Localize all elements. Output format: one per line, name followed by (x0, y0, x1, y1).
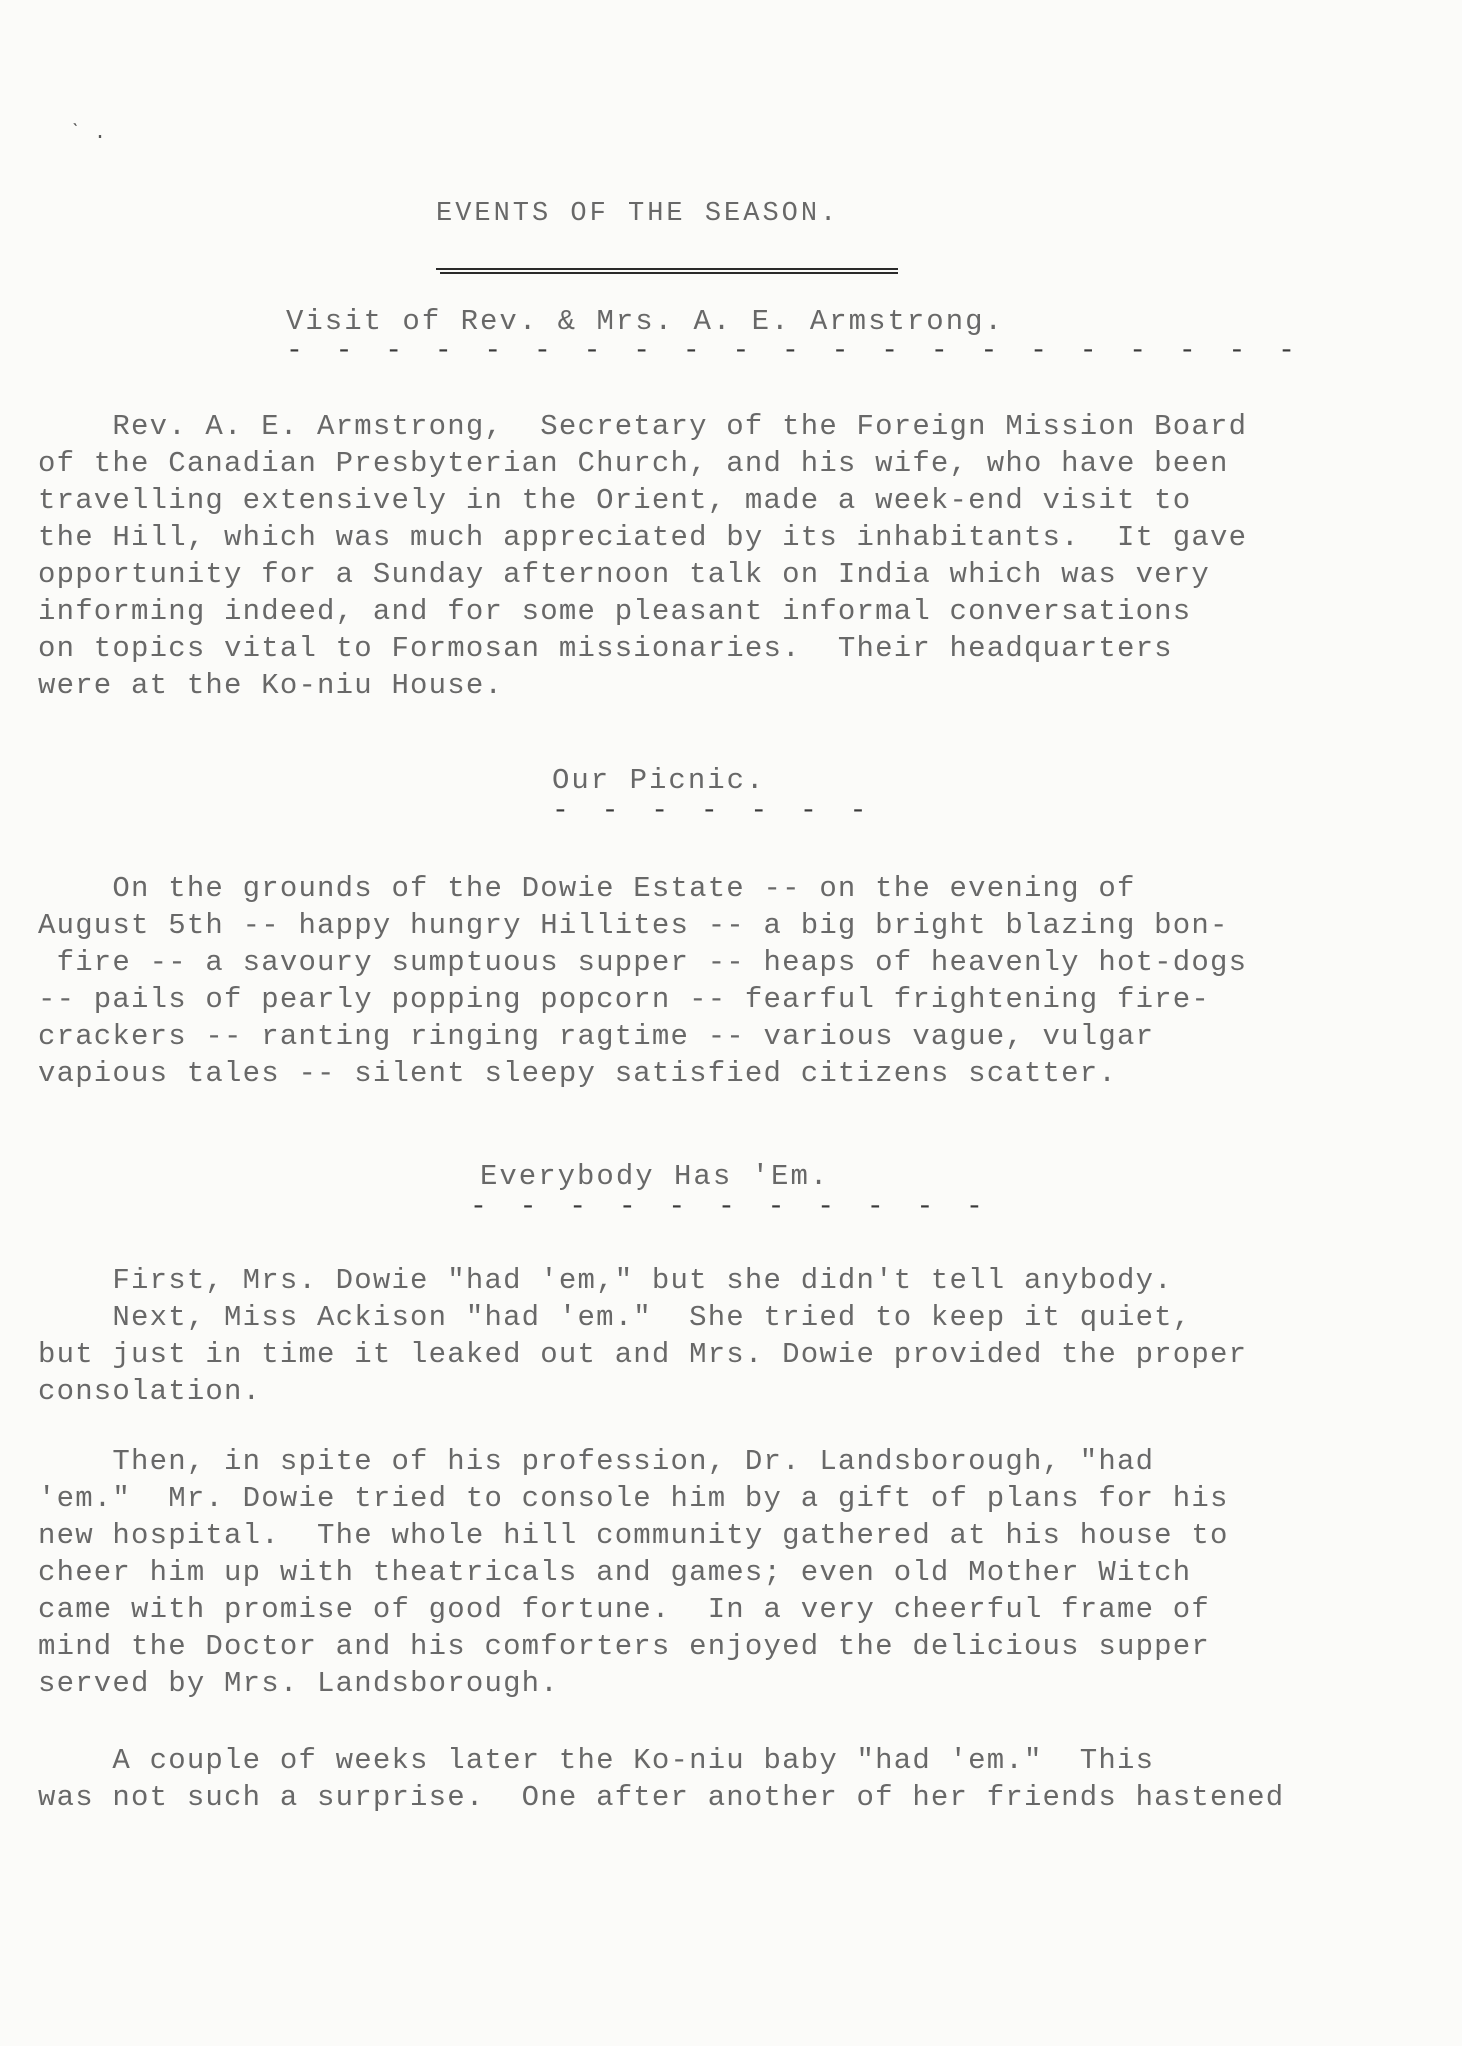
paragraph-line: On the grounds of the Dowie Estate -- on the evening of (38, 872, 1136, 905)
paragraph-line: 'em." Mr. Dowie tried to console him by a gift of plans for his (38, 1482, 1229, 1515)
paragraph-line: came with promise of good fortune. In a very cheerful frame of (38, 1593, 1210, 1626)
title-underline (440, 272, 898, 274)
paragraph-line: consolation. (38, 1375, 262, 1408)
paragraph-line: cheer him up with theatricals and games; even old Mother Witch (38, 1556, 1192, 1589)
heading-dashes: - - - - - - - - - - - - - - - - - - - - - (286, 336, 1303, 367)
paragraph-line: served by Mrs. Landsborough. (38, 1667, 559, 1700)
paragraph-line: -- pails of pearly popping popcorn -- fearful frightening fire- (38, 983, 1210, 1016)
paragraph-line: the Hill, which was much appreciated by its inhabitants. It gave (38, 521, 1248, 554)
paragraph-line: A couple of weeks later the Ko-niu baby "had 'em." This (38, 1744, 1155, 1777)
paragraph-line: were at the Ko-niu House. (38, 669, 504, 702)
paragraph-line: fire -- a savoury sumptuous supper -- heaps of heavenly hot-dogs (38, 946, 1248, 979)
heading-dashes: - - - - - - - (552, 796, 875, 827)
title-underline (436, 268, 898, 270)
paragraph-line: but just in time it leaked out and Mrs. Dowie provided the proper (38, 1338, 1248, 1371)
section-heading: Visit of Rev. & Mrs. A. E. Armstrong. (286, 305, 1004, 338)
paragraph-line: crackers -- ranting ringing ragtime -- various vague, vulgar (38, 1020, 1155, 1053)
paragraph-line: was not such a surprise. One after another of her friends hastened (38, 1781, 1285, 1814)
paragraph-line: August 5th -- happy hungry Hillites -- a big bright blazing bon- (38, 909, 1229, 942)
paragraph-line: on topics vital to Formosan missionaries. Their headquarters (38, 632, 1173, 665)
paragraph-line: vapious tales -- silent sleepy satisfied citizens scatter. (38, 1057, 1117, 1090)
section-heading: Our Picnic. (552, 764, 766, 797)
paragraph-line: Rev. A. E. Armstrong, Secretary of the Foreign Mission Board (38, 410, 1248, 443)
stray-mark: ˋ . (70, 122, 107, 145)
paragraph-line: First, Mrs. Dowie "had 'em," but she didn't tell anybody. (38, 1264, 1173, 1297)
paragraph-line: of the Canadian Presbyterian Church, and his wife, who have been (38, 447, 1229, 480)
heading-dashes: - - - - - - - - - - - (470, 1192, 991, 1223)
paragraph-line: opportunity for a Sunday afternoon talk on India which was very (38, 558, 1210, 591)
paragraph-line: Then, in spite of his profession, Dr. Landsborough, "had (38, 1445, 1155, 1478)
section-heading: Everybody Has 'Em. (480, 1160, 830, 1193)
paragraph-line: travelling extensively in the Orient, made a week-end visit to (38, 484, 1192, 517)
paragraph-line: new hospital. The whole hill community gathered at his house to (38, 1519, 1229, 1552)
page-title: EVENTS OF THE SEASON. (436, 199, 840, 229)
paragraph-line: Next, Miss Ackison "had 'em." She tried to keep it quiet, (38, 1301, 1192, 1334)
paragraph-line: informing indeed, and for some pleasant informal conversations (38, 595, 1192, 628)
paragraph-line: mind the Doctor and his comforters enjoyed the delicious supper (38, 1630, 1210, 1663)
